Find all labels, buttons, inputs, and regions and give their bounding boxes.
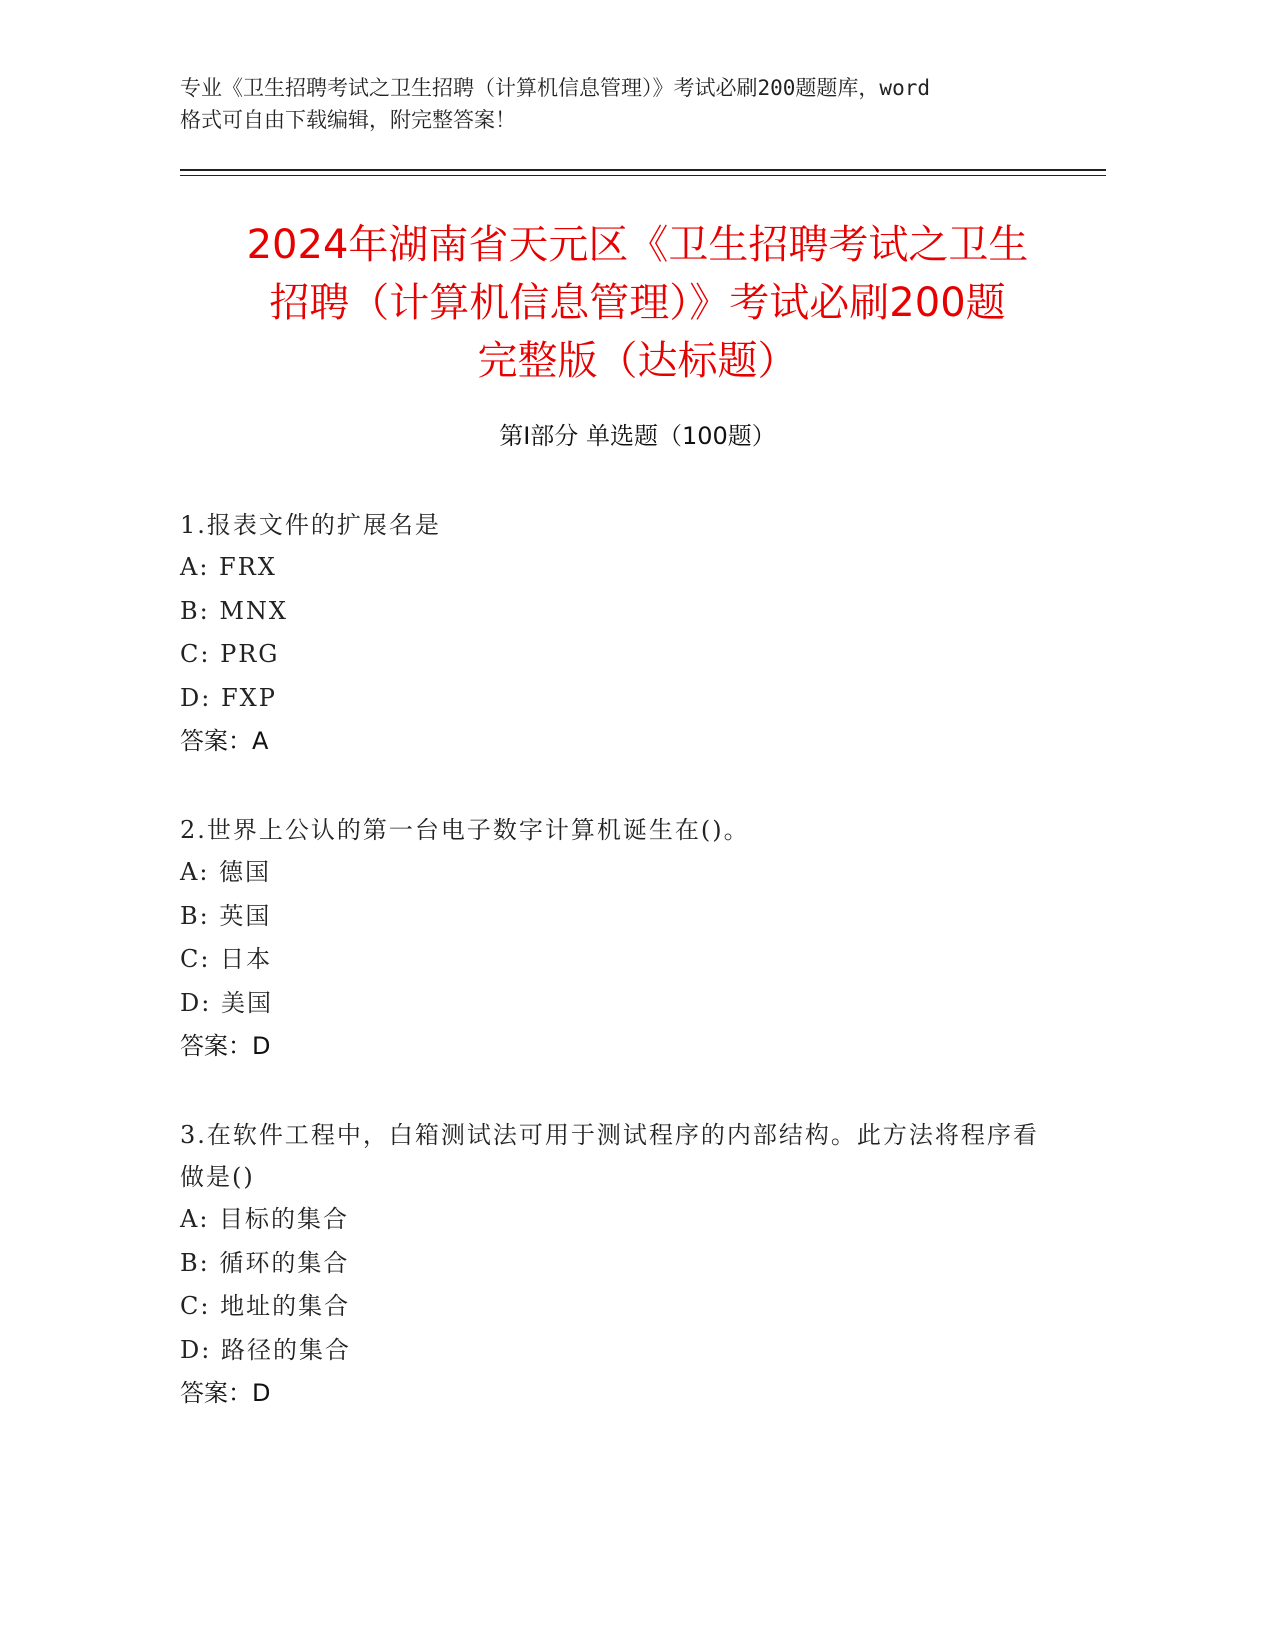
answer: 答案：A [180,727,269,755]
title-line-2: 招聘（计算机信息管理）》考试必刷200题 [269,280,1006,326]
question-stem: 1.报表文件的扩展名是 [180,511,441,539]
document-title [150,216,1125,390]
option-d: D: 美国 [180,988,273,1017]
option-c: C: 地址的集合 [180,1292,351,1320]
option-a: A: FRX [180,553,277,581]
header-divider-thick [180,169,1106,171]
section-heading: 第Ⅰ部分 单选题（100题） [499,422,776,450]
option-d: D: 路径的集合 [180,1335,351,1364]
option-b: B: 英国 [180,901,272,930]
answer: 答案：D [180,1379,271,1407]
option-c: C: 日本 [180,945,273,973]
option-a: A: 德国 [180,858,272,886]
question-1 [180,504,1040,764]
question-2 [180,809,1040,1069]
header-line-1: 专业《卫生招聘考试之卫生招聘（计算机信息管理）》考试必刷200题题库，word [180,76,930,100]
option-b: B: MNX [180,596,289,625]
option-a: A: 目标的集合 [180,1205,350,1233]
option-b: B: 循环的集合 [180,1248,350,1277]
document-header [180,72,1080,136]
option-d: D: FXP [180,683,277,712]
title-line-3: 完整版（达标题） [477,338,798,384]
header-divider-thin [180,175,1106,176]
question-stem: 3.在软件工程中，白箱测试法可用于测试程序的内部结构。此方法将程序看做是() [180,1121,1039,1191]
answer: 答案：D [180,1032,271,1060]
option-c: C: PRG [180,640,280,668]
question-stem: 2.世界上公认的第一台电子数字计算机诞生在()。 [180,816,750,844]
title-line-1: 2024年湖南省天元区《卫生招聘考试之卫生 [246,222,1029,268]
header-line-2: 格式可自由下载编辑，附完整答案！ [180,108,516,132]
question-3 [180,1114,1040,1416]
